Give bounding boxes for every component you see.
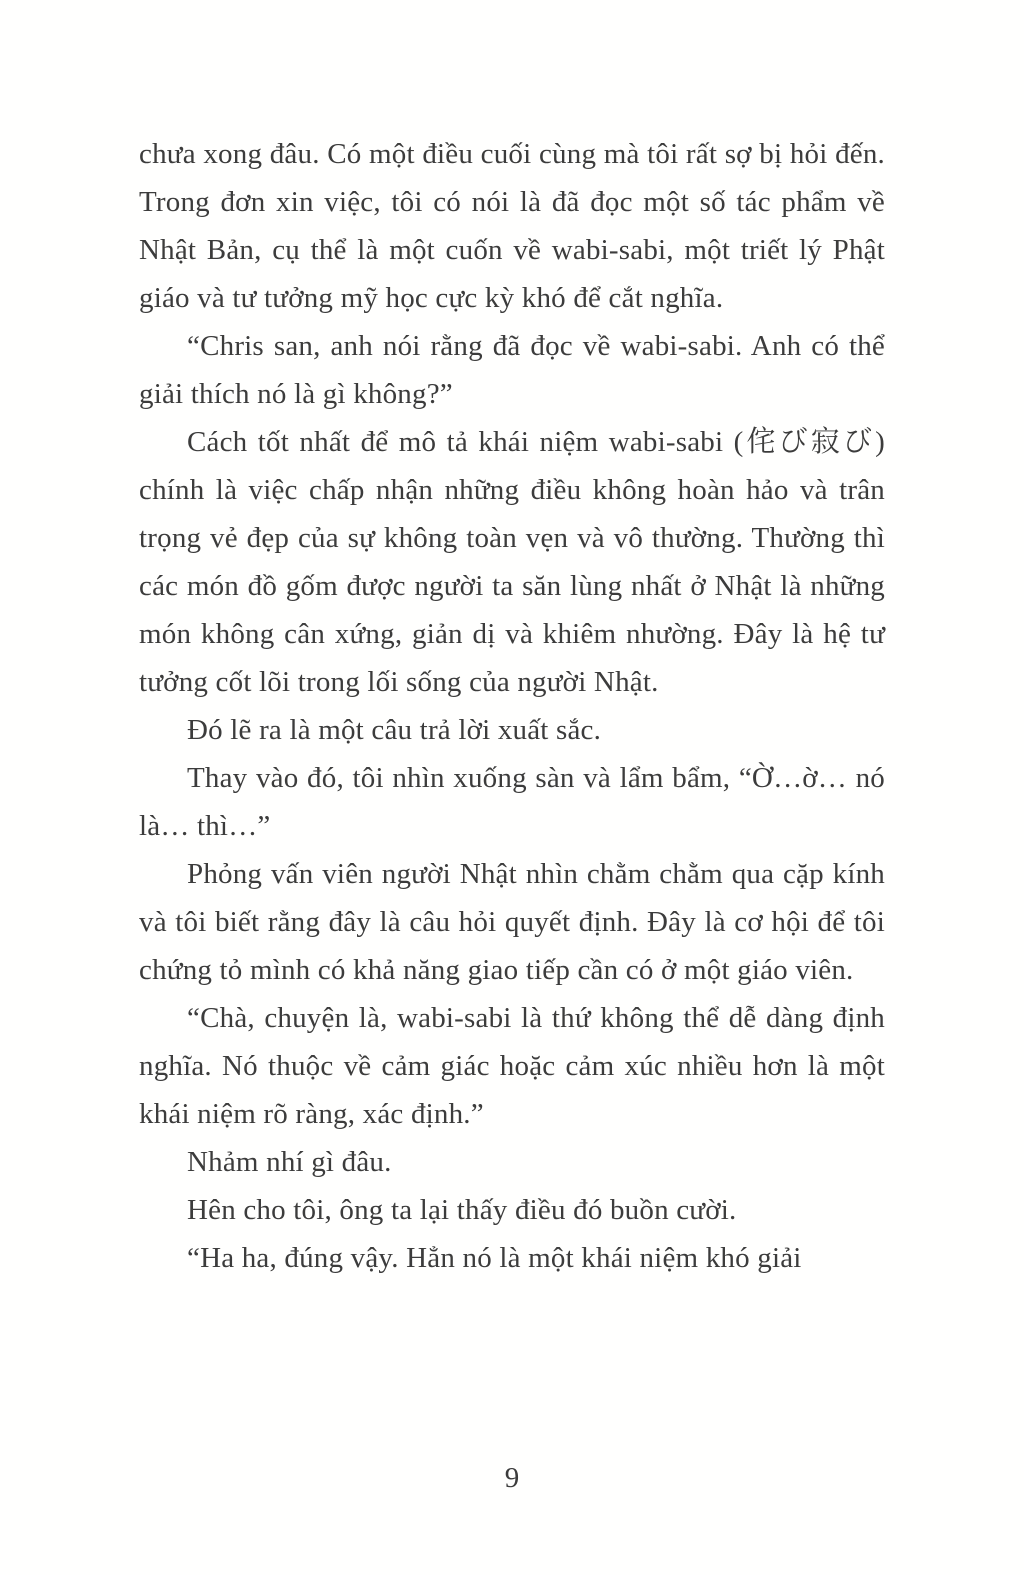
paragraph: Cách tốt nhất để mô tả khái niệm wabi-sabi (侘び寂び) chính là việc chấp nhận những điều không hoàn hảo và trân trọng vẻ đẹp của sự không toàn vẹn và vô thường. Thường thì các món đồ gốm được người ta săn lùng nhất ở Nhật là những món không cân xứng, giản dị và khiêm nhường. Đây là hệ tư tưởng cốt lõi trong lối sống của người Nhật. bbox=[139, 426, 885, 698]
body-text bbox=[139, 130, 885, 1282]
paragraph: “Chà, chuyện là, wabi-sabi là thứ không thể dễ dàng định nghĩa. Nó thuộc về cảm giác hoặc cảm xúc nhiều hơn là một khái niệm rõ ràng, xác định.” bbox=[139, 1002, 885, 1130]
paragraph: “Ha ha, đúng vậy. Hẳn nó là một khái niệm khó giải bbox=[187, 1242, 802, 1274]
paragraph: Nhảm nhí gì đâu. bbox=[187, 1146, 392, 1178]
page-number: 9 bbox=[504, 1462, 520, 1494]
paragraph: Thay vào đó, tôi nhìn xuống sàn và lẩm bẩm, “Ờ…ờ… nó là… thì…” bbox=[139, 762, 885, 842]
paragraph: Hên cho tôi, ông ta lại thấy điều đó buồn cười. bbox=[187, 1194, 737, 1226]
paragraph: Đó lẽ ra là một câu trả lời xuất sắc. bbox=[187, 714, 602, 746]
paragraph: chưa xong đâu. Có một điều cuối cùng mà tôi rất sợ bị hỏi đến. Trong đơn xin việc, tôi có nói là đã đọc một số tác phẩm về Nhật Bản, cụ thể là một cuốn về wabi-sabi, một triết lý Phật giáo và tư tưởng mỹ học cực kỳ khó để cắt nghĩa. bbox=[139, 138, 885, 314]
paragraph: Phỏng vấn viên người Nhật nhìn chằm chằm qua cặp kính và tôi biết rằng đây là câu hỏi quyết định. Đây là cơ hội để tôi chứng tỏ mình có khả năng giao tiếp cần có ở một giáo viên. bbox=[139, 858, 885, 986]
paragraph: “Chris san, anh nói rằng đã đọc về wabi-sabi. Anh có thể giải thích nó là gì không?” bbox=[139, 330, 885, 410]
